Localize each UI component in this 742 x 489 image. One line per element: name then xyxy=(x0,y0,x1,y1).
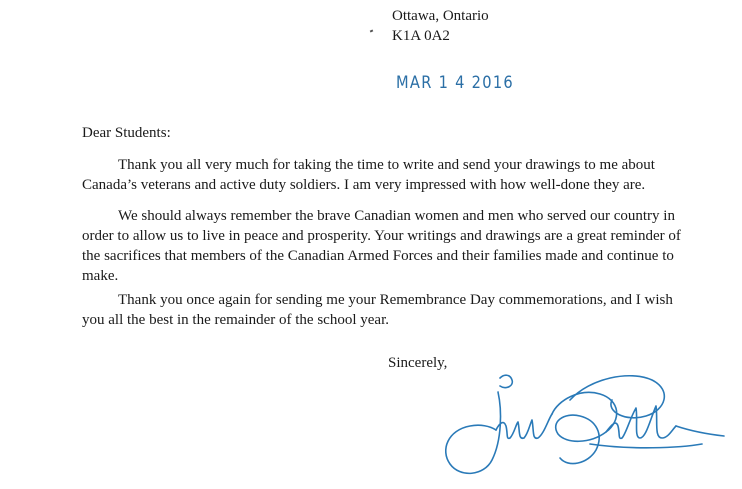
signature-stroke xyxy=(676,426,724,436)
signature-stroke xyxy=(446,392,501,473)
date-stamp: MAR 1 4 2016 xyxy=(396,73,515,93)
salutation: Dear Students: xyxy=(82,125,171,141)
signature-stroke xyxy=(496,414,552,438)
signature-stroke xyxy=(500,375,512,387)
ink-speck xyxy=(370,29,374,32)
paragraph-thanks: Thank you all very much for taking the time to write and send your drawings to me about Canada’s veterans and active duty soldiers. I am very impressed with how well-done they are. xyxy=(82,157,655,193)
signature-stroke xyxy=(552,392,617,463)
signature-stroke xyxy=(590,444,702,448)
paragraph-closing-wish: Thank you once again for sending me your Remembrance Day commemorations, and I wish you all the best in the remainder of the school year. xyxy=(82,292,673,328)
paragraph-remember: We should always remember the brave Canadian women and men who served our country in order to allow us to live in peace and prosperity. Your writings and drawings are a great reminder of the sacrifices that members of the Canadian Armed Forces and their families made and continue to make. xyxy=(82,208,681,284)
sender-address xyxy=(392,6,489,46)
closing: Sincerely, xyxy=(388,355,448,371)
address-postal-code: K1A 0A2 xyxy=(392,28,450,44)
handwritten-signature xyxy=(440,360,730,486)
address-city: Ottawa, Ontario xyxy=(392,8,489,24)
